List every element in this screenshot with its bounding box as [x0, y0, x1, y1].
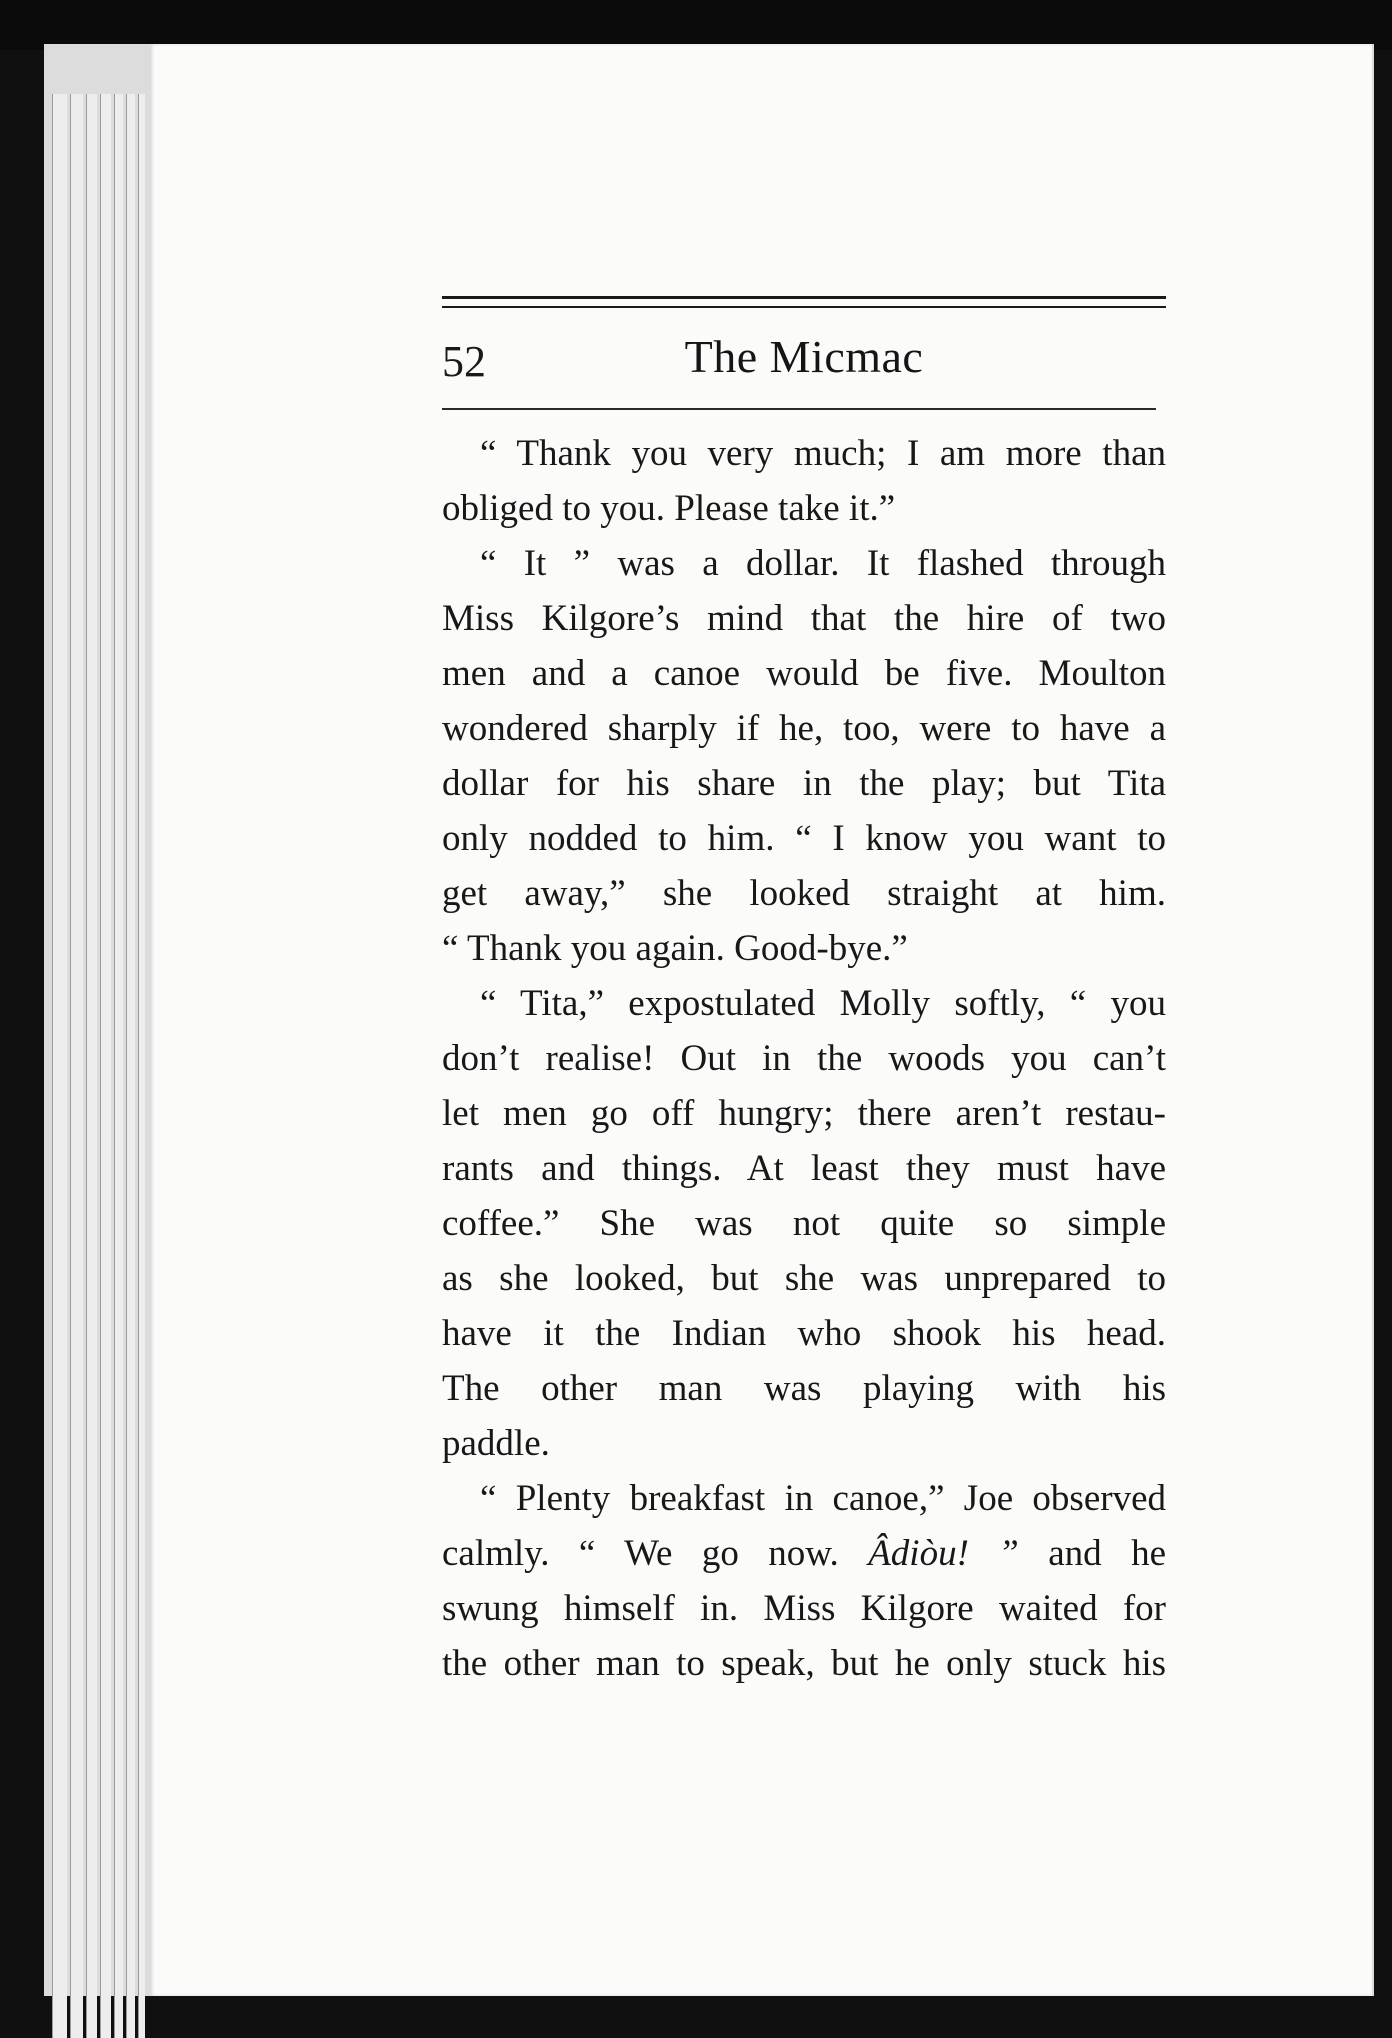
- page-edge: [52, 94, 67, 2038]
- header-rule: [442, 296, 1166, 299]
- text-line: rants and things. At least they must have: [442, 1148, 1166, 1189]
- text-line: dollar for his share in the play; but Tita: [442, 763, 1166, 804]
- text-line: the other man to speak, but he only stuck his: [442, 1643, 1166, 1684]
- text-line: don’t realise! Out in the woods you can’t: [442, 1038, 1166, 1079]
- text-line: Miss Kilgore’s mind that the hire of two: [442, 598, 1166, 639]
- page-edge: [114, 94, 123, 2038]
- scan-background: [0, 0, 1392, 50]
- body-text: [442, 426, 1166, 1691]
- page-header: [442, 322, 1166, 392]
- text-line: “ Plenty breakfast in canoe,” Joe observed: [480, 1478, 1166, 1519]
- text-line: “ It ” was a dollar. It flashed through: [480, 543, 1166, 584]
- page-edge: [70, 94, 83, 2038]
- page-edge: [126, 94, 135, 2038]
- text-line: swung himself in. Miss Kilgore waited for: [442, 1588, 1166, 1629]
- text-line: have it the Indian who shook his head.: [442, 1313, 1166, 1354]
- page-edge: [100, 94, 111, 2038]
- text-line: wondered sharply if he, too, were to have a: [442, 708, 1166, 749]
- text-line: “ Thank you again. Good-bye.”: [442, 928, 908, 969]
- running-title: The Micmac: [684, 331, 924, 382]
- text-line: “ Tita,” expostulated Molly softly, “ you: [480, 983, 1166, 1024]
- text-line: obliged to you. Please take it.”: [442, 488, 896, 529]
- page-edge: [138, 94, 145, 2038]
- text-line: [442, 1526, 1166, 1581]
- text-line: coffee.” She was not quite so simple: [442, 1203, 1166, 1244]
- text-line: “ Thank you very much; I am more than: [480, 433, 1166, 474]
- italic-exclamation: Âdiòu! ”: [868, 1533, 1019, 1574]
- text-line: men and a canoe would be five. Moulton: [442, 653, 1166, 694]
- text-line: get away,” she looked straight at him.: [442, 873, 1166, 914]
- text-segment: calmly. “ We go now.: [442, 1533, 839, 1574]
- text-line: as she looked, but she was unprepared to: [442, 1258, 1166, 1299]
- header-rule: [442, 306, 1166, 308]
- text-line: paddle.: [442, 1423, 550, 1464]
- text-line: let men go off hungry; there aren’t restau-: [442, 1093, 1166, 1134]
- text-segment: and he: [1048, 1533, 1166, 1574]
- text-line: The other man was playing with his: [442, 1368, 1166, 1409]
- header-underline: [442, 408, 1156, 410]
- page-edge: [86, 94, 97, 2038]
- page-number: 52: [442, 337, 486, 386]
- text-line: only nodded to him. “ I know you want to: [442, 818, 1166, 859]
